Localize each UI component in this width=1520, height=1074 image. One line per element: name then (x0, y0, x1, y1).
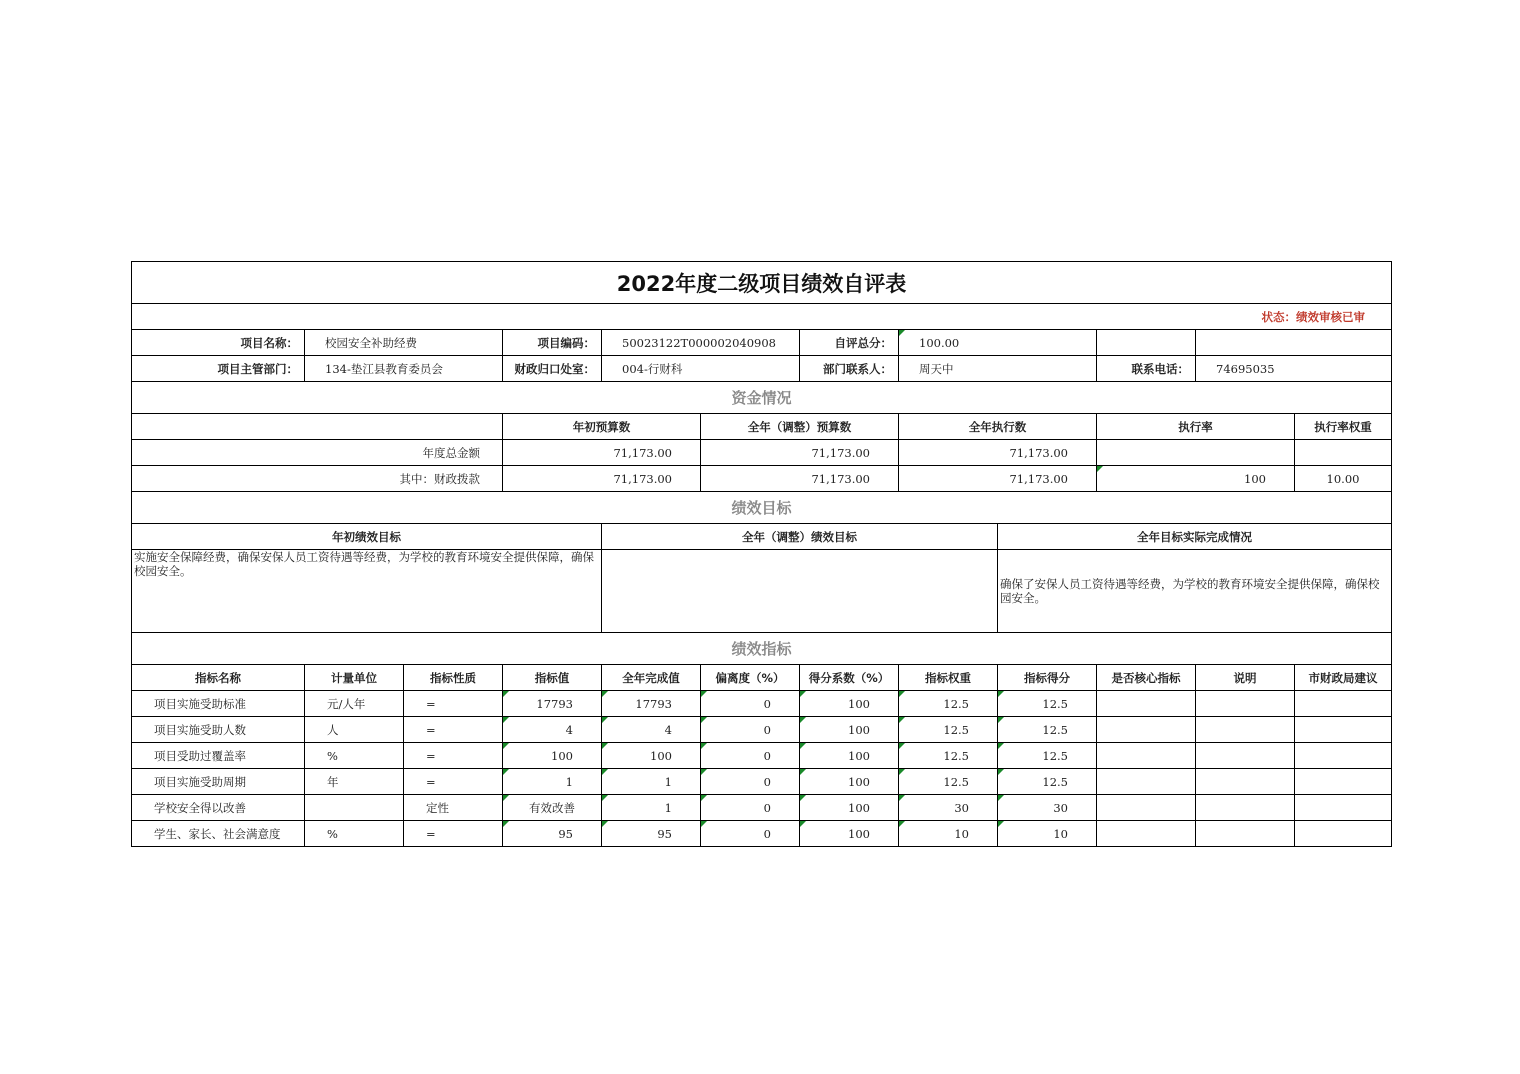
indicator-unit: % (305, 821, 404, 847)
empty-cell (1295, 717, 1392, 743)
funds-initial: 71,173.00 (503, 466, 701, 492)
funds-row (132, 440, 1392, 466)
funds-row-label: 其中：财政拨款 (132, 466, 503, 492)
empty-cell (1196, 795, 1295, 821)
dept-value: 134-垫江县教育委员会 (305, 356, 503, 382)
indicator-done-value: 1 (602, 769, 701, 795)
page-title: 2022年度二级项目绩效自评表 (132, 262, 1392, 304)
empty-cell (1295, 821, 1392, 847)
empty-cell (1097, 691, 1196, 717)
funds-weight (1295, 440, 1392, 466)
funds-initial: 71,173.00 (503, 440, 701, 466)
indicator-coefficient: 100 (800, 795, 899, 821)
empty-cell (1097, 743, 1196, 769)
evaluation-sheet (131, 261, 1391, 847)
empty-cell (1196, 821, 1295, 847)
empty-cell (1295, 691, 1392, 717)
indicator-target-value: 有效改善 (503, 795, 602, 821)
indicator-name: 项目实施受助周期 (132, 769, 305, 795)
empty-cell (1097, 795, 1196, 821)
goals-section-title: 绩效目标 (132, 492, 1392, 524)
indicator-done-value: 1 (602, 795, 701, 821)
indicator-deviation: 0 (701, 769, 800, 795)
goals-header: 全年（调整）绩效目标 (602, 524, 998, 550)
funds-executed: 71,173.00 (899, 466, 1097, 492)
empty-cell (1295, 743, 1392, 769)
indicator-target-value: 4 (503, 717, 602, 743)
indicator-deviation: 0 (701, 821, 800, 847)
indicator-header: 说明 (1196, 665, 1295, 691)
indicator-header: 市财政局建议 (1295, 665, 1392, 691)
funds-row (132, 466, 1392, 492)
goal-actual-text: 确保了安保人员工资待遇等经费，为学校的教育环境安全提供保障，确保校园安全。 (998, 550, 1392, 633)
indicator-weight: 12.5 (899, 769, 998, 795)
indicator-deviation: 0 (701, 743, 800, 769)
empty-cell (1097, 717, 1196, 743)
funds-adjusted: 71,173.00 (701, 440, 899, 466)
dept-label: 项目主管部门： (132, 356, 305, 382)
indicator-target-value: 17793 (503, 691, 602, 717)
project-name-value: 校园安全补助经费 (305, 330, 503, 356)
funds-header: 执行率权重 (1295, 414, 1392, 440)
empty-cell (1295, 769, 1392, 795)
indicator-deviation: 0 (701, 717, 800, 743)
funds-section-title: 资金情况 (132, 382, 1392, 414)
indicator-target-value: 100 (503, 743, 602, 769)
indicator-done-value: 100 (602, 743, 701, 769)
indicator-header: 指标名称 (132, 665, 305, 691)
indicators-header-row (132, 665, 1392, 691)
indicator-header: 全年完成值 (602, 665, 701, 691)
finance-office-value: 004-行财科 (602, 356, 800, 382)
funds-adjusted: 71,173.00 (701, 466, 899, 492)
indicator-name: 项目实施受助人数 (132, 717, 305, 743)
indicator-unit: 元/人年 (305, 691, 404, 717)
funds-header-row (132, 414, 1392, 440)
info-row-2 (132, 356, 1392, 382)
indicator-weight: 12.5 (899, 717, 998, 743)
indicator-unit (305, 795, 404, 821)
indicator-done-value: 17793 (602, 691, 701, 717)
goal-initial-text: 实施安全保障经费，确保安保人员工资待遇等经费，为学校的教育环境安全提供保障，确保校园安全。 (132, 550, 602, 633)
indicator-header: 指标得分 (998, 665, 1097, 691)
empty-cell (132, 414, 503, 440)
indicator-row (132, 717, 1392, 743)
indicator-score: 30 (998, 795, 1097, 821)
total-score-label: 自评总分： (800, 330, 899, 356)
indicator-nature: = (404, 821, 503, 847)
indicator-row (132, 821, 1392, 847)
indicator-done-value: 95 (602, 821, 701, 847)
indicator-deviation: 0 (701, 795, 800, 821)
indicators-section-title: 绩效指标 (132, 633, 1392, 665)
indicator-deviation: 0 (701, 691, 800, 717)
indicator-nature: = (404, 717, 503, 743)
indicator-nature: = (404, 743, 503, 769)
indicator-target-value: 1 (503, 769, 602, 795)
phone-value: 74695035 (1196, 356, 1392, 382)
total-score-value: 100.00 (899, 330, 1097, 356)
funds-header: 执行率 (1097, 414, 1295, 440)
info-row-1 (132, 330, 1392, 356)
indicator-unit: 年 (305, 769, 404, 795)
indicator-name: 项目实施受助标准 (132, 691, 305, 717)
empty-cell (1196, 769, 1295, 795)
indicator-coefficient: 100 (800, 691, 899, 717)
funds-header: 全年（调整）预算数 (701, 414, 899, 440)
indicator-name: 学校安全得以改善 (132, 795, 305, 821)
indicator-done-value: 4 (602, 717, 701, 743)
empty-cell (1196, 330, 1392, 356)
goal-adjusted-text (602, 550, 998, 633)
indicator-unit: 人 (305, 717, 404, 743)
indicator-nature: = (404, 769, 503, 795)
indicator-rows (132, 691, 1392, 847)
indicator-score: 12.5 (998, 769, 1097, 795)
indicator-header: 指标性质 (404, 665, 503, 691)
indicator-score: 12.5 (998, 717, 1097, 743)
goals-content-row (132, 550, 1392, 633)
funds-rate (1097, 440, 1295, 466)
indicator-weight: 10 (899, 821, 998, 847)
empty-cell (1196, 691, 1295, 717)
phone-label: 联系电话： (1097, 356, 1196, 382)
contact-label: 部门联系人： (800, 356, 899, 382)
funds-header: 全年执行数 (899, 414, 1097, 440)
indicator-nature: = (404, 691, 503, 717)
indicator-score: 10 (998, 821, 1097, 847)
status-badge: 状态：绩效审核已审 (132, 304, 1392, 330)
indicator-row (132, 691, 1392, 717)
indicator-coefficient: 100 (800, 717, 899, 743)
indicator-coefficient: 100 (800, 743, 899, 769)
indicator-header: 偏离度（%） (701, 665, 800, 691)
indicator-unit: % (305, 743, 404, 769)
finance-office-label: 财政归口处室： (503, 356, 602, 382)
evaluation-table (131, 261, 1392, 847)
indicator-weight: 30 (899, 795, 998, 821)
empty-cell (1097, 821, 1196, 847)
goals-header: 年初绩效目标 (132, 524, 602, 550)
empty-cell (1196, 717, 1295, 743)
contact-value: 周天中 (899, 356, 1097, 382)
funds-header: 年初预算数 (503, 414, 701, 440)
indicator-name: 项目受助过覆盖率 (132, 743, 305, 769)
project-code-label: 项目编码： (503, 330, 602, 356)
indicator-coefficient: 100 (800, 821, 899, 847)
empty-cell (1295, 795, 1392, 821)
indicator-header: 得分系数（%） (800, 665, 899, 691)
funds-executed: 71,173.00 (899, 440, 1097, 466)
empty-cell (1196, 743, 1295, 769)
funds-rate: 100 (1097, 466, 1295, 492)
indicator-weight: 12.5 (899, 743, 998, 769)
project-code-value: 50023122T000002040908 (602, 330, 800, 356)
indicator-header: 指标权重 (899, 665, 998, 691)
indicator-header: 指标值 (503, 665, 602, 691)
goals-header: 全年目标实际完成情况 (998, 524, 1392, 550)
funds-weight: 10.00 (1295, 466, 1392, 492)
indicator-weight: 12.5 (899, 691, 998, 717)
indicator-score: 12.5 (998, 691, 1097, 717)
funds-row-label: 年度总金额 (132, 440, 503, 466)
indicator-target-value: 95 (503, 821, 602, 847)
indicator-row (132, 743, 1392, 769)
project-name-label: 项目名称： (132, 330, 305, 356)
goals-header-row (132, 524, 1392, 550)
indicator-name: 学生、家长、社会满意度 (132, 821, 305, 847)
indicator-score: 12.5 (998, 743, 1097, 769)
empty-cell (1097, 330, 1196, 356)
empty-cell (1097, 769, 1196, 795)
indicator-row (132, 795, 1392, 821)
indicator-header: 是否核心指标 (1097, 665, 1196, 691)
indicator-header: 计量单位 (305, 665, 404, 691)
indicator-nature: 定性 (404, 795, 503, 821)
indicator-row (132, 769, 1392, 795)
indicator-coefficient: 100 (800, 769, 899, 795)
